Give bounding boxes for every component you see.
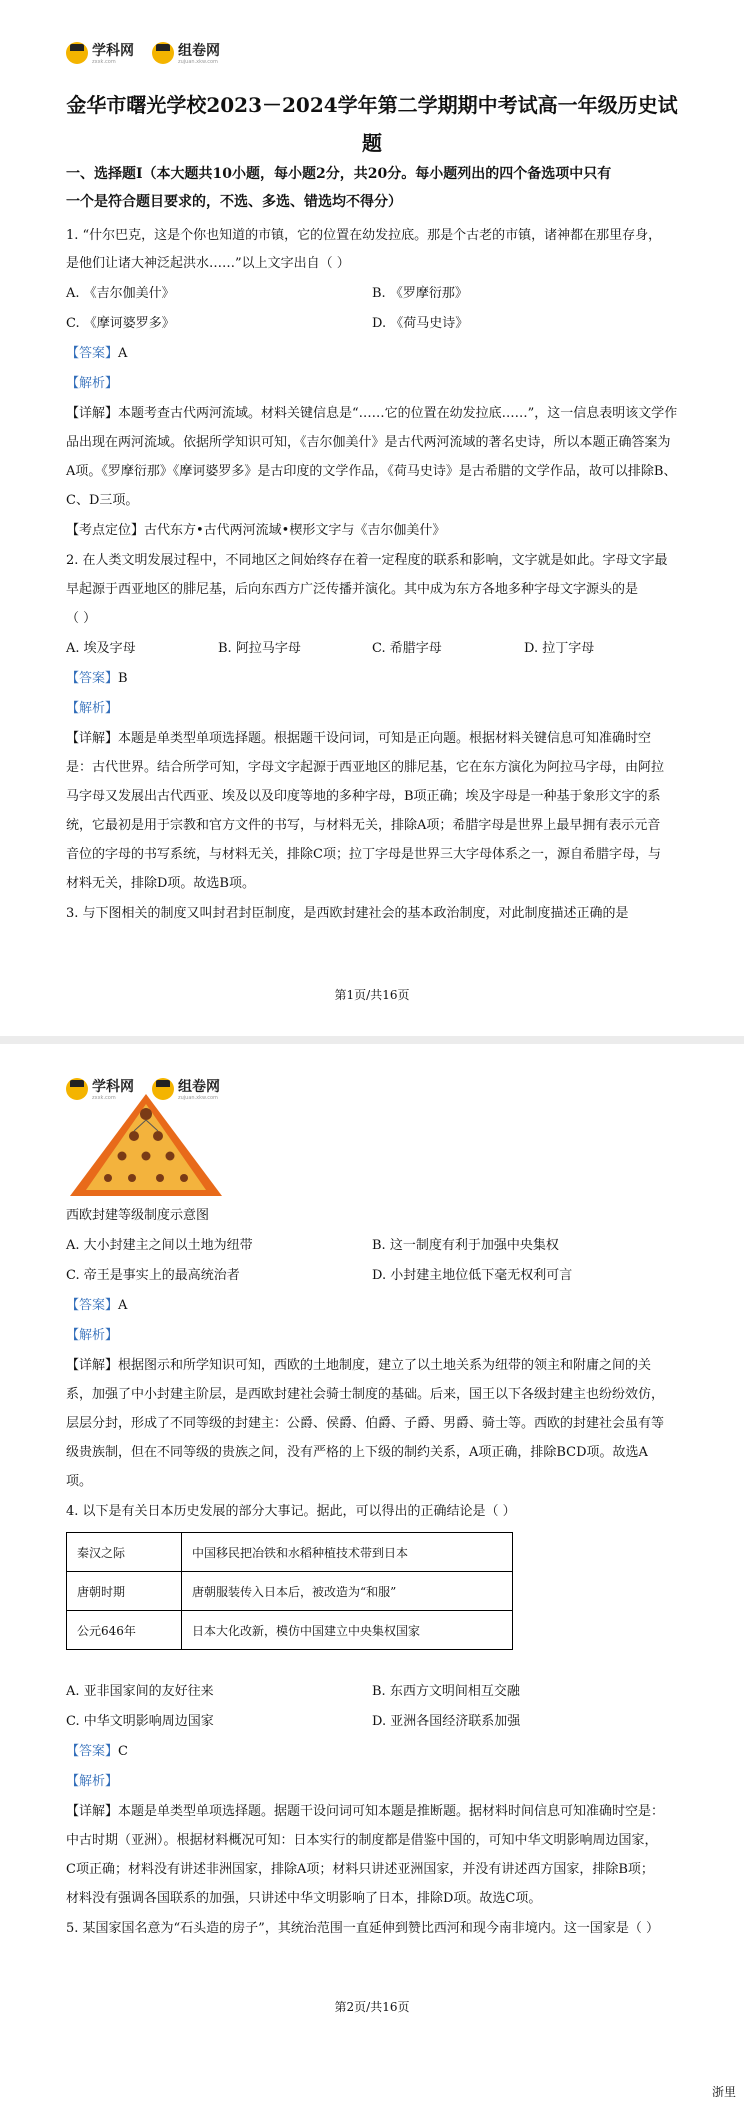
king-figure <box>140 1108 152 1120</box>
q1-stem-cont: 是他们让诸大神泛起洪水……”以上文字出自（ ） <box>66 256 350 271</box>
q3-option-a: A. 大小封建主之间以土地为纽带 <box>66 1238 253 1253</box>
q3-answer-value: A <box>118 1298 128 1313</box>
q4-detail: 【详解】本题是单类型单项选择题。据题干设问词可知本题是推断题。据材料时间信息可知准确时空是： <box>66 1804 665 1819</box>
q2-option-c: C. 希腊字母 <box>372 641 442 656</box>
q1-answer-tag: 【答案】 <box>66 346 119 361</box>
xueke-logo <box>66 40 134 65</box>
q1-key-point: 【考点定位】古代东方•古代两河流域•楔形文字与《吉尔伽美什》 <box>66 523 446 538</box>
q3-detail: 系，加强了中小封建主阶层，是西欧封建社会骑士制度的基础。后来，国王以下各级封建主也纷纷效仿， <box>66 1387 665 1402</box>
q1-answer-value: A <box>118 346 128 361</box>
q1-detail: 品出现在两河流域。依据所学知识可知，《吉尔伽美什》是古代两河流域的著名史诗，所以本题正确答案为 <box>66 435 671 450</box>
xueke-logo-sub: zxxk.com <box>92 59 116 65</box>
q3-option-c: C. 帝王是事实上的最高统治者 <box>66 1268 240 1283</box>
q1-answer <box>66 344 678 364</box>
q3-answer-tag: 【答案】 <box>66 1298 119 1313</box>
q2-detail: 马字母又发展出古代西亚、埃及以及印度等地的多种字母，B项正确；埃及字母是一种基于象形文字的系 <box>66 789 661 804</box>
q4-answer <box>66 1742 678 1762</box>
q1-option-b: B. 《罗摩衍那》 <box>372 286 468 301</box>
q1-analysis-tag: 【解析】 <box>66 376 119 391</box>
q1-option-c: C. 《摩诃婆罗多》 <box>66 316 175 331</box>
table-cell-period: 唐朝时期 <box>67 1572 182 1611</box>
q2-stem: 2. 在人类文明发展过程中，不同地区之间始终存在着一定程度的联系和影响，文字就是如此。字母文字最 <box>66 553 668 568</box>
table-cell-period: 秦汉之际 <box>67 1533 182 1572</box>
q3-detail: 级贵族制，但在不同等级的贵族之间，没有严格的上下级的制约关系，A项正确，排除BCD项。故选A <box>66 1445 648 1460</box>
table-cell-period: 公元646年 <box>67 1611 182 1650</box>
q3-detail: 【详解】根据图示和所学知识可知，西欧的土地制度，建立了以土地关系为纽带的领主和附庸之间的关 <box>66 1358 652 1373</box>
peasant-figure <box>104 1174 112 1182</box>
page-1 <box>0 0 744 1036</box>
zujuan-logo-text: 组卷网 <box>178 1079 220 1095</box>
feudal-hierarchy-pyramid-figure <box>66 1090 226 1200</box>
knight-figure <box>166 1152 175 1161</box>
page-footer: 第1页/共16页 <box>334 988 410 1002</box>
section-heading: 一、选择题Ⅰ（本大题共10小题，每小题2分，共20分。每小题列出的四个备选项中只有 <box>66 166 612 182</box>
q4-answer-value: C <box>118 1744 128 1759</box>
q2-analysis-tag: 【解析】 <box>66 701 119 716</box>
q5-stem: 5. 某国家国名意为“石头造的房子”，其统治范围一直延伸到赞比西河和现今南非境内。这一国家是（ ） <box>66 1921 659 1936</box>
zujuan-logo-sub: zujuan.xkw.com <box>178 59 218 65</box>
peasant-figure <box>128 1174 136 1182</box>
q3-detail: 层层分封，形成了不同等级的封建主：公爵、侯爵、伯爵、子爵、男爵、骑士等。西欧的封建社会虽有等 <box>66 1416 665 1431</box>
document-title-cont: 题 <box>362 131 382 155</box>
q3-stem: 3. 与下图相关的制度又叫封君封臣制度，是西欧封建社会的基本政治制度，对此制度描述正确的是 <box>66 906 629 921</box>
table-cell-event: 唐朝服装传入日本后，被改造为“和服” <box>182 1572 513 1611</box>
q1-option-d: D. 《荷马史诗》 <box>372 316 469 331</box>
xueke-logo-text: 学科网 <box>92 43 134 59</box>
corner-watermark: 浙里 <box>711 2085 736 2099</box>
q4-option-d: D. 亚洲各国经济联系加强 <box>372 1714 521 1729</box>
q3-figure-caption: 西欧封建等级制度示意图 <box>66 1208 210 1223</box>
knight-figure <box>142 1152 151 1161</box>
xueke-logo-icon <box>66 42 88 64</box>
q2-option-d: D. 拉丁字母 <box>524 641 595 656</box>
q3-detail: 项。 <box>66 1474 93 1489</box>
q3-option-d: D. 小封建主地位低下毫无权利可言 <box>372 1268 573 1283</box>
header-logos <box>66 40 220 65</box>
noble-figure <box>129 1131 139 1141</box>
table-cell-event: 中国移民把冶铁和水稻种植技术带到日本 <box>182 1533 513 1572</box>
q2-answer <box>66 669 678 689</box>
q2-detail: 音位的字母的书写系统，与材料无关，排除C项；拉丁字母是世界三大字母体系之一，源自希腊字母，与 <box>66 847 661 862</box>
q1-detail: A项。《罗摩衍那》《摩诃婆罗多》是古印度的文学作品，《荷马史诗》是古希腊的文学作品，故可以排除B、 <box>66 464 677 479</box>
noble-figure <box>153 1131 163 1141</box>
q2-option-a: A. 埃及字母 <box>66 641 136 656</box>
q2-answer-tag: 【答案】 <box>66 671 119 686</box>
q4-option-b: B. 东西方文明间相互交融 <box>372 1684 520 1699</box>
q4-stem: 4. 以下是有关日本历史发展的部分大事记。据此，可以得出的正确结论是（ ） <box>66 1504 516 1519</box>
q3-analysis-tag: 【解析】 <box>66 1328 119 1343</box>
q4-option-c: C. 中华文明影响周边国家 <box>66 1714 214 1729</box>
q2-stem-paren: （ ） <box>66 611 97 626</box>
q3-answer <box>66 1296 678 1316</box>
q2-detail: 【详解】本题是单类型单项选择题。根据题干设问词，可知是正向题。根据材料关键信息可知准确时空 <box>66 731 652 746</box>
q4-detail: 中古时期（亚洲）。根据材料概况可知：日本实行的制度都是借鉴中国的，可知中华文明影响周边国家， <box>66 1833 658 1848</box>
peasant-figure <box>156 1174 164 1182</box>
q2-detail: 统，它最初是用于宗教和官方文件的书写，与材料无关，排除A项；希腊字母是世界上最早拥有表示元音 <box>66 818 661 833</box>
q2-detail: 是：古代世界。结合所学可知，字母文字起源于西亚地区的腓尼基，它在东方演化为阿拉马字母，由阿拉 <box>66 760 665 775</box>
q2-option-b: B. 阿拉马字母 <box>218 641 301 656</box>
q1-detail: C、D三项。 <box>66 493 139 508</box>
page-footer: 第2页/共16页 <box>334 2000 410 2014</box>
zujuan-logo-text: 组卷网 <box>178 43 220 59</box>
table-row <box>67 1533 513 1572</box>
table-row <box>67 1572 513 1611</box>
zujuan-logo <box>152 40 220 65</box>
q2-detail: 材料无关，排除D项。故选B项。 <box>66 876 255 891</box>
q4-analysis-tag: 【解析】 <box>66 1774 119 1789</box>
section-heading-cont: 一个是符合题目要求的，不选、多选、错选均不得分） <box>66 194 402 210</box>
xueke-logo-text: 学科网 <box>92 1079 134 1095</box>
q1-stem: 1. “什尔巴克，这是个你也知道的市镇，它的位置在幼发拉底。那是个古老的市镇，诸神都在那里存身， <box>66 228 662 243</box>
q4-option-a: A. 亚非国家间的友好往来 <box>66 1684 214 1699</box>
zujuan-logo-icon <box>152 42 174 64</box>
zujuan-logo-sub: zujuan.xkw.com <box>178 1095 218 1101</box>
q3-option-b: B. 这一制度有利于加强中央集权 <box>372 1238 559 1253</box>
document-title: 金华市曙光学校2023－2024学年第二学期期中考试高一年级历史试 <box>66 93 678 117</box>
table-cell-event: 日本大化改新，模仿中国建立中央集权国家 <box>182 1611 513 1650</box>
table-row <box>67 1611 513 1650</box>
q4-answer-tag: 【答案】 <box>66 1744 119 1759</box>
q2-stem-cont: 早起源于西亚地区的腓尼基，后向东西方广泛传播并演化。其中成为东方各地多种字母文字源头的是 <box>66 582 639 597</box>
q4-events-table <box>66 1532 513 1650</box>
q4-detail: 材料没有强调各国联系的加强，只讲述中华文明影响了日本，排除D项。故选C项。 <box>66 1891 542 1906</box>
q1-option-a: A. 《吉尔伽美什》 <box>66 286 175 301</box>
q2-answer-value: B <box>118 671 128 686</box>
xueke-logo-sub: zxxk.com <box>92 1095 116 1101</box>
knight-figure <box>118 1152 127 1161</box>
q1-detail: 【详解】本题考查古代两河流域。材料关键信息是“……它的位置在幼发拉底……”，这一信息表明该文学作 <box>66 406 678 421</box>
q4-detail: C项正确；材料没有讲述非洲国家，排除A项；材料只讲述亚洲国家，并没有讲述西方国家，排除B项； <box>66 1862 654 1877</box>
peasant-figure <box>180 1174 188 1182</box>
